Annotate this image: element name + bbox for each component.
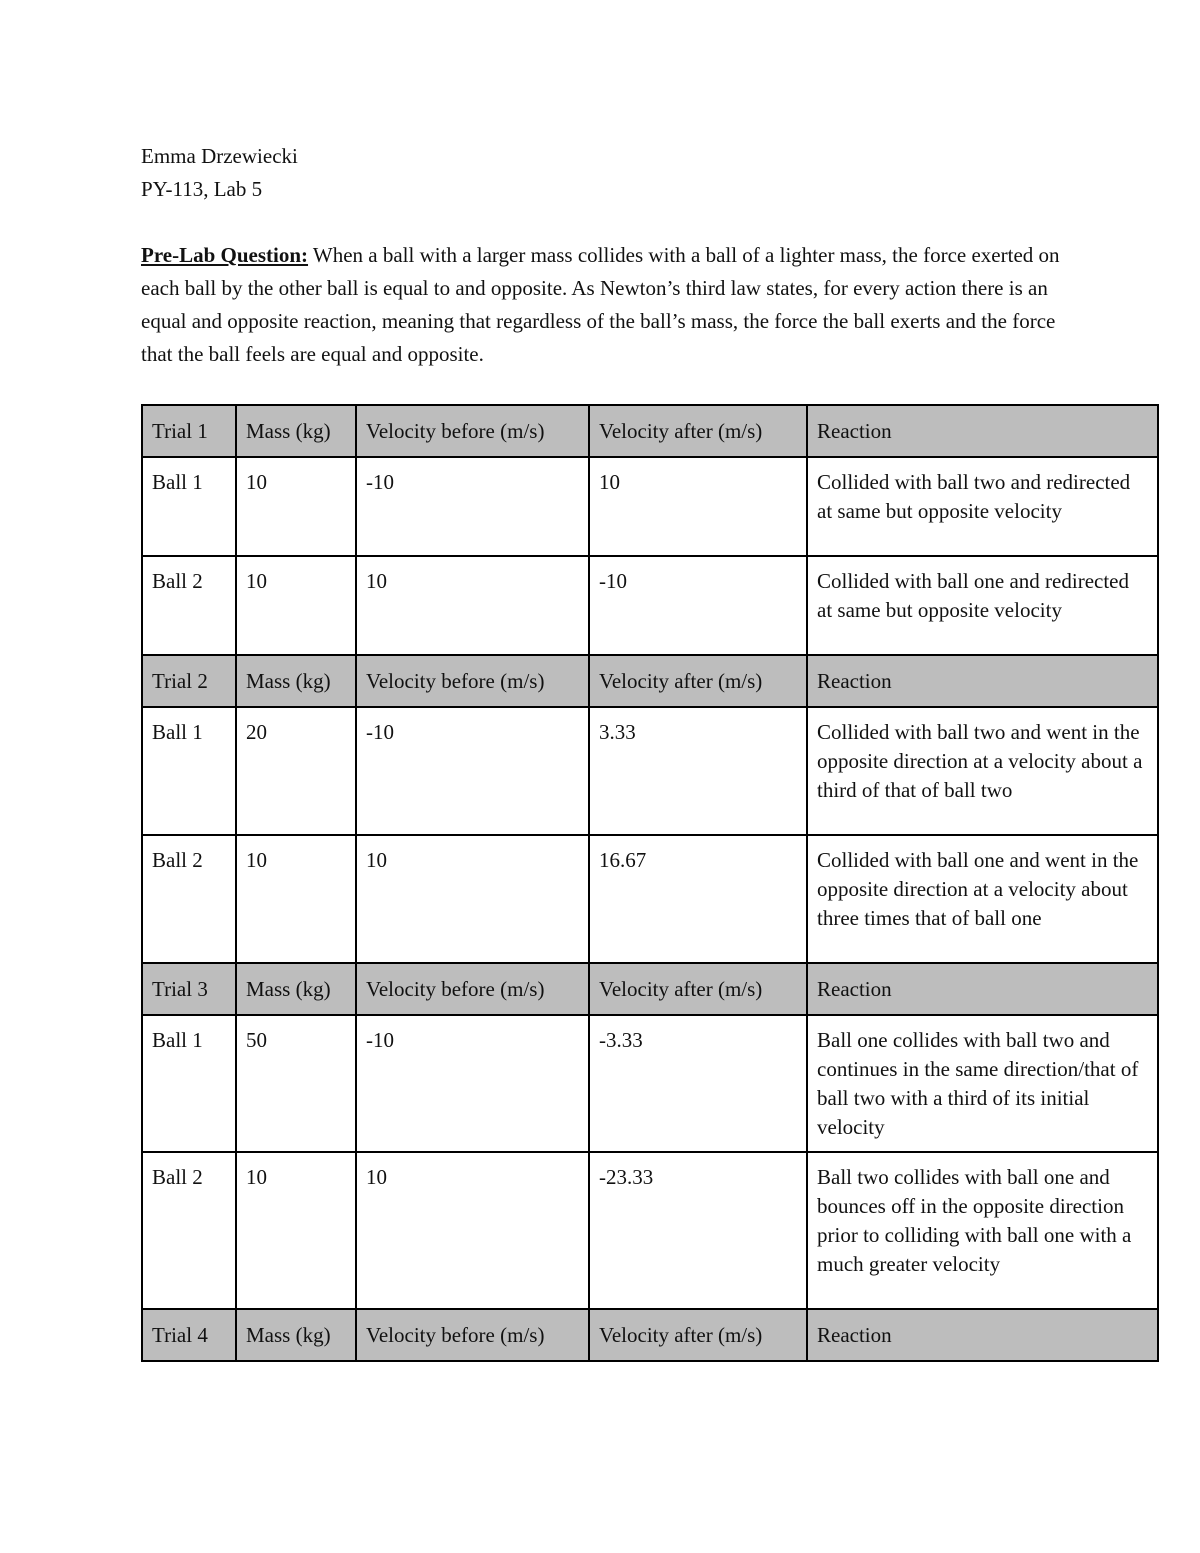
table-row	[142, 556, 1158, 655]
column-header: Velocity before (m/s)	[356, 963, 589, 1015]
reaction-cell: Collided with ball one and went in the opposite direction at a velocity about three times that of ball one	[807, 835, 1158, 963]
table-row	[142, 707, 1158, 835]
column-header: Velocity after (m/s)	[589, 655, 807, 707]
velocity-after-cell: 3.33	[589, 707, 807, 835]
ball-label-cell: Ball 1	[142, 1015, 236, 1152]
mass-cell: 10	[236, 835, 356, 963]
velocity-before-cell: -10	[356, 457, 589, 556]
author-name: Emma Drzewiecki	[141, 144, 298, 168]
velocity-before-cell: -10	[356, 1015, 589, 1152]
trial-label: Trial 3	[142, 963, 236, 1015]
ball-label-cell: Ball 1	[142, 707, 236, 835]
column-header: Reaction	[807, 1309, 1158, 1361]
table-row	[142, 835, 1158, 963]
velocity-after-cell: 10	[589, 457, 807, 556]
course-label: PY-113, Lab 5	[141, 177, 263, 201]
prelab-paragraph	[141, 239, 1071, 371]
trial-header-row	[142, 1309, 1158, 1361]
ball-label-cell: Ball 2	[142, 556, 236, 655]
mass-cell: 10	[236, 457, 356, 556]
reaction-cell: Collided with ball two and redirected at same but opposite velocity	[807, 457, 1158, 556]
velocity-after-cell: 16.67	[589, 835, 807, 963]
column-header: Mass (kg)	[236, 655, 356, 707]
ball-label-cell: Ball 2	[142, 1152, 236, 1309]
reaction-cell: Ball two collides with ball one and bounces off in the opposite direction prior to colliding with ball one with a much greater velocity	[807, 1152, 1158, 1309]
mass-cell: 20	[236, 707, 356, 835]
column-header: Velocity before (m/s)	[356, 1309, 589, 1361]
column-header: Mass (kg)	[236, 963, 356, 1015]
velocity-before-cell: 10	[356, 556, 589, 655]
column-header: Velocity before (m/s)	[356, 655, 589, 707]
column-header: Mass (kg)	[236, 1309, 356, 1361]
ball-label-cell: Ball 2	[142, 835, 236, 963]
mass-cell: 10	[236, 1152, 356, 1309]
trial-label: Trial 4	[142, 1309, 236, 1361]
table-row	[142, 1015, 1158, 1152]
column-header: Reaction	[807, 963, 1158, 1015]
prelab-label: Pre-Lab Question:	[141, 243, 309, 267]
table-row	[142, 457, 1158, 556]
column-header: Reaction	[807, 655, 1158, 707]
reaction-cell: Ball one collides with ball two and continues in the same direction/that of ball two with a third of its initial velocity	[807, 1015, 1158, 1152]
velocity-before-cell: -10	[356, 707, 589, 835]
lab-table-body	[142, 405, 1158, 1361]
velocity-before-cell: 10	[356, 1152, 589, 1309]
ball-label-cell: Ball 1	[142, 457, 236, 556]
trial-header-row	[142, 655, 1158, 707]
reaction-cell: Collided with ball one and redirected at same but opposite velocity	[807, 556, 1158, 655]
column-header: Reaction	[807, 405, 1158, 457]
column-header: Velocity before (m/s)	[356, 405, 589, 457]
trial-header-row	[142, 405, 1158, 457]
velocity-after-cell: -10	[589, 556, 807, 655]
velocity-after-cell: -3.33	[589, 1015, 807, 1152]
table-row	[142, 1152, 1158, 1309]
reaction-cell: Collided with ball two and went in the opposite direction at a velocity about a third of that of ball two	[807, 707, 1158, 835]
mass-cell: 50	[236, 1015, 356, 1152]
column-header: Velocity after (m/s)	[589, 963, 807, 1015]
trial-label: Trial 1	[142, 405, 236, 457]
column-header: Velocity after (m/s)	[589, 1309, 807, 1361]
lab-data-table	[141, 404, 1159, 1362]
trial-header-row	[142, 963, 1158, 1015]
column-header: Velocity after (m/s)	[589, 405, 807, 457]
velocity-before-cell: 10	[356, 835, 589, 963]
prelab-text: When a ball with a larger mass collides with a ball of a lighter mass, the force exerted on each ball by the other ball is equal to and opposite. As Newton’s third law states, for every action there is an equal and opposite reaction, meaning that regardless of the ball’s mass, the force the ball exerts and the force that the ball feels are equal and opposite.	[141, 243, 1060, 366]
mass-cell: 10	[236, 556, 356, 655]
column-header: Mass (kg)	[236, 405, 356, 457]
velocity-after-cell: -23.33	[589, 1152, 807, 1309]
trial-label: Trial 2	[142, 655, 236, 707]
